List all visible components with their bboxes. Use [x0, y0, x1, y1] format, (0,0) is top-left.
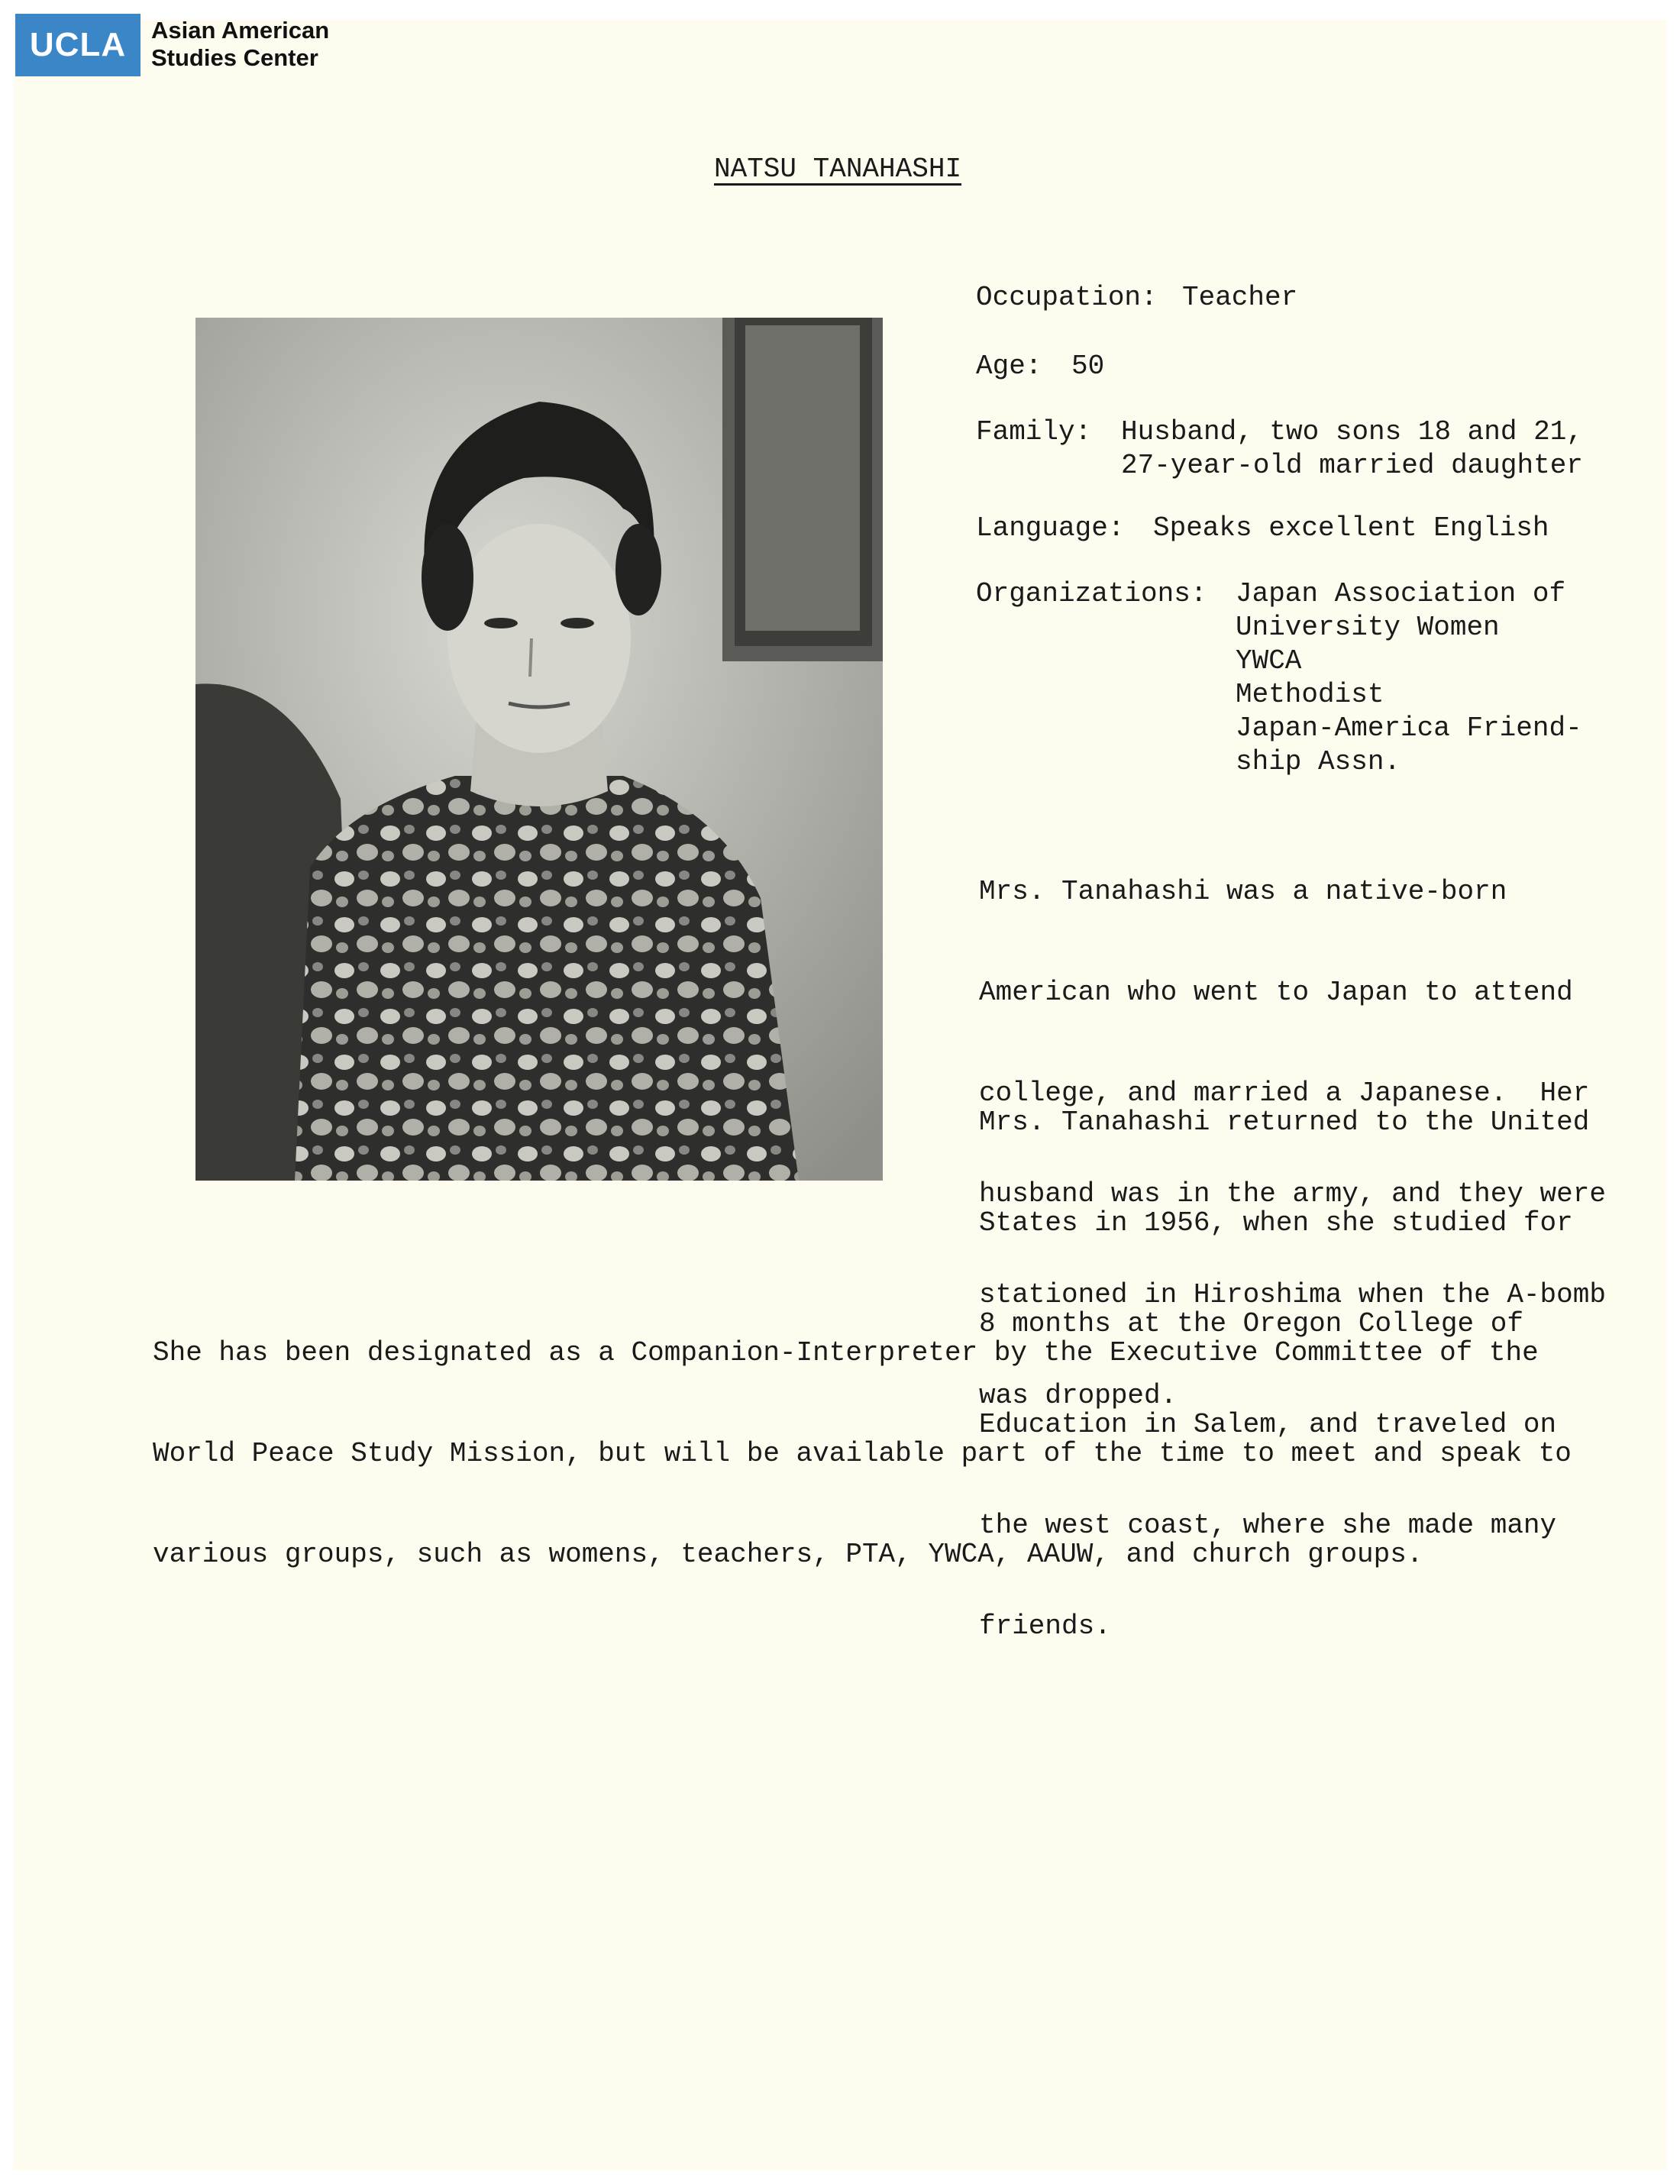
family-label: Family: [976, 416, 1092, 447]
paragraph-line: stationed in Hiroshima when the A-bomb [979, 1279, 1606, 1310]
organizations-label: Organizations: [976, 578, 1207, 609]
paragraph-line: World Peace Study Mission, but will be available part of the time to meet and speak to [153, 1438, 1572, 1469]
organization-item: ship Assn. [1236, 746, 1401, 777]
paragraph-line: various groups, such as womens, teachers, PTA, YWCA, AAUW, and church groups. [153, 1539, 1423, 1570]
organizations-field [976, 577, 1582, 846]
paragraph-line: 8 months at the Oregon College of [979, 1308, 1523, 1339]
paragraph-line: college, and married a Japanese. Her [979, 1077, 1590, 1109]
center-name [151, 17, 329, 72]
paragraph-line: Education in Salem, and traveled on [979, 1409, 1557, 1440]
center-name-line1: Asian American [151, 17, 330, 44]
document-title: NATSU TANAHASHI [714, 153, 962, 185]
organization-item: Japan Association of [1236, 578, 1566, 609]
occupation-label: Occupation: [976, 282, 1158, 313]
age-value: 50 [1071, 351, 1105, 382]
family-line1: Husband, two sons 18 and 21, [1121, 416, 1583, 447]
paragraph-line: was dropped. [979, 1380, 1178, 1411]
occupation-value: Teacher [1182, 282, 1298, 313]
paragraph-line: the west coast, where she made many [979, 1510, 1557, 1541]
paragraph-line: Mrs. Tanahashi returned to the United [979, 1107, 1590, 1138]
organization-item: Japan-America Friend- [1236, 712, 1582, 744]
language-label: Language: [976, 512, 1125, 544]
organization-item: University Women [1236, 612, 1500, 643]
organization-item: Methodist [1236, 679, 1384, 710]
family-line2: 27-year-old married daughter [1121, 450, 1583, 481]
center-name-line2: Studies Center [151, 44, 318, 71]
biography-paragraph-3 [153, 1269, 1572, 1605]
paragraph-line: States in 1956, when she studied for [979, 1207, 1573, 1239]
paragraph-line: Mrs. Tanahashi was a native-born [979, 876, 1507, 907]
age-label: Age: [976, 351, 1042, 382]
organization-item: YWCA [1236, 645, 1302, 677]
paragraph-line: husband was in the army, and they were [979, 1178, 1606, 1210]
language-value: Speaks excellent English [1153, 512, 1549, 544]
ucla-logo: UCLA [15, 14, 141, 76]
paragraph-line: friends. [979, 1611, 1111, 1642]
portrait-image [195, 318, 883, 1181]
portrait-photo [195, 318, 883, 1181]
paragraph-line: American who went to Japan to attend [979, 977, 1573, 1008]
paragraph-line: She has been designated as a Companion-Interpreter by the Executive Committee of the [153, 1337, 1539, 1368]
